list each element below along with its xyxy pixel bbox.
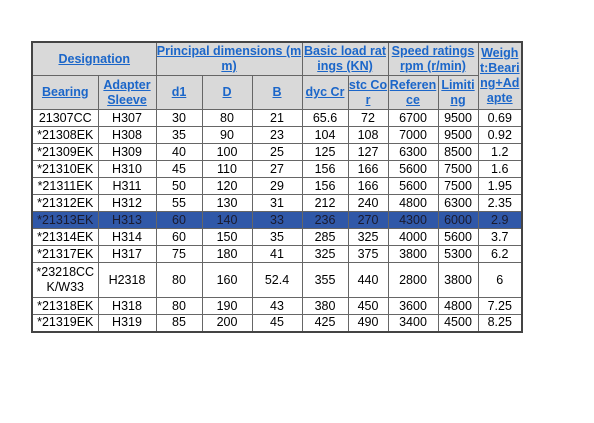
header-speed-ratings[interactable]: Speed ratings rpm (r/min) [388, 42, 478, 76]
cell-weight: 1.95 [478, 178, 522, 195]
cell-d1: 75 [156, 246, 202, 263]
cell-adapter-sleeve: H309 [98, 144, 156, 161]
cell-weight: 1.2 [478, 144, 522, 161]
cell-adapter-sleeve: H314 [98, 229, 156, 246]
header-bearing[interactable]: Bearing [32, 76, 98, 110]
cell-bearing: *21314EK [32, 229, 98, 246]
cell-limiting-speed: 6300 [438, 195, 478, 212]
cell-limiting-speed: 8500 [438, 144, 478, 161]
cell-adapter-sleeve: H313 [98, 212, 156, 229]
cell-D: 80 [202, 110, 252, 127]
table-row[interactable] [32, 315, 522, 332]
cell-bearing: *21312EK [32, 195, 98, 212]
cell-d1: 40 [156, 144, 202, 161]
cell-static-cor: 166 [348, 178, 388, 195]
cell-D: 130 [202, 195, 252, 212]
cell-dynamic-cr: 65.6 [302, 110, 348, 127]
cell-B: 21 [252, 110, 302, 127]
cell-d1: 85 [156, 315, 202, 332]
cell-d1: 50 [156, 178, 202, 195]
cell-dynamic-cr: 125 [302, 144, 348, 161]
header-adapter-sleeve[interactable]: Adapter Sleeve [98, 76, 156, 110]
header-designation[interactable]: Designation [32, 42, 156, 76]
cell-bearing: *21308EK [32, 127, 98, 144]
cell-weight: 6.2 [478, 246, 522, 263]
cell-B: 33 [252, 212, 302, 229]
header-principal-dimensions[interactable]: Principal dimensions (mm) [156, 42, 302, 76]
cell-weight: 6 [478, 263, 522, 298]
cell-bearing: *21313EK [32, 212, 98, 229]
cell-B: 52.4 [252, 263, 302, 298]
cell-B: 27 [252, 161, 302, 178]
bearing-specification-table [31, 41, 523, 333]
cell-adapter-sleeve: H312 [98, 195, 156, 212]
cell-d1: 35 [156, 127, 202, 144]
table-row[interactable] [32, 246, 522, 263]
cell-dynamic-cr: 355 [302, 263, 348, 298]
cell-D: 160 [202, 263, 252, 298]
cell-reference-speed: 2800 [388, 263, 438, 298]
cell-dynamic-cr: 156 [302, 161, 348, 178]
cell-weight: 7.25 [478, 298, 522, 315]
cell-reference-speed: 5600 [388, 161, 438, 178]
table-row[interactable] [32, 195, 522, 212]
cell-limiting-speed: 9500 [438, 127, 478, 144]
header-limiting-speed[interactable]: Limiting [438, 76, 478, 110]
cell-D: 90 [202, 127, 252, 144]
table-row[interactable] [32, 212, 522, 229]
cell-reference-speed: 4300 [388, 212, 438, 229]
header-static-cor[interactable]: stc Cor [348, 76, 388, 110]
cell-reference-speed: 6700 [388, 110, 438, 127]
cell-limiting-speed: 9500 [438, 110, 478, 127]
cell-weight: 2.35 [478, 195, 522, 212]
cell-reference-speed: 3800 [388, 246, 438, 263]
cell-reference-speed: 3600 [388, 298, 438, 315]
cell-dynamic-cr: 104 [302, 127, 348, 144]
cell-dynamic-cr: 285 [302, 229, 348, 246]
cell-reference-speed: 4000 [388, 229, 438, 246]
cell-D: 100 [202, 144, 252, 161]
cell-dynamic-cr: 156 [302, 178, 348, 195]
cell-B: 29 [252, 178, 302, 195]
cell-bearing: *21317EK [32, 246, 98, 263]
cell-limiting-speed: 3800 [438, 263, 478, 298]
cell-dynamic-cr: 212 [302, 195, 348, 212]
cell-reference-speed: 5600 [388, 178, 438, 195]
cell-weight: 0.92 [478, 127, 522, 144]
cell-limiting-speed: 7500 [438, 161, 478, 178]
cell-static-cor: 72 [348, 110, 388, 127]
cell-static-cor: 490 [348, 315, 388, 332]
cell-static-cor: 325 [348, 229, 388, 246]
cell-static-cor: 127 [348, 144, 388, 161]
cell-adapter-sleeve: H308 [98, 127, 156, 144]
cell-bearing: *21311EK [32, 178, 98, 195]
sub-header-row [32, 76, 522, 110]
cell-D: 140 [202, 212, 252, 229]
cell-static-cor: 108 [348, 127, 388, 144]
cell-static-cor: 440 [348, 263, 388, 298]
cell-B: 25 [252, 144, 302, 161]
cell-B: 23 [252, 127, 302, 144]
cell-weight: 1.6 [478, 161, 522, 178]
cell-weight: 0.69 [478, 110, 522, 127]
table-row[interactable] [32, 298, 522, 315]
cell-bearing: *21310EK [32, 161, 98, 178]
cell-D: 200 [202, 315, 252, 332]
cell-B: 35 [252, 229, 302, 246]
cell-dynamic-cr: 380 [302, 298, 348, 315]
cell-limiting-speed: 7500 [438, 178, 478, 195]
cell-static-cor: 166 [348, 161, 388, 178]
cell-dynamic-cr: 236 [302, 212, 348, 229]
cell-D: 180 [202, 246, 252, 263]
header-group-row [32, 42, 522, 76]
table-row[interactable] [32, 263, 522, 298]
cell-static-cor: 375 [348, 246, 388, 263]
cell-limiting-speed: 4800 [438, 298, 478, 315]
cell-limiting-speed: 5300 [438, 246, 478, 263]
cell-adapter-sleeve: H307 [98, 110, 156, 127]
cell-d1: 80 [156, 263, 202, 298]
header-B[interactable]: B [252, 76, 302, 110]
cell-bearing: *21309EK [32, 144, 98, 161]
cell-adapter-sleeve: H311 [98, 178, 156, 195]
cell-adapter-sleeve: H2318 [98, 263, 156, 298]
cell-adapter-sleeve: H319 [98, 315, 156, 332]
cell-limiting-speed: 6000 [438, 212, 478, 229]
header-D[interactable]: D [202, 76, 252, 110]
cell-bearing: 21307CC [32, 110, 98, 127]
table-row[interactable] [32, 144, 522, 161]
cell-B: 45 [252, 315, 302, 332]
table-body [32, 110, 522, 332]
cell-bearing: *21318EK [32, 298, 98, 315]
cell-adapter-sleeve: H317 [98, 246, 156, 263]
cell-bearing: *23218CC K/W33 [32, 263, 98, 298]
cell-reference-speed: 6300 [388, 144, 438, 161]
cell-d1: 55 [156, 195, 202, 212]
cell-B: 41 [252, 246, 302, 263]
cell-d1: 30 [156, 110, 202, 127]
table-row[interactable] [32, 229, 522, 246]
cell-d1: 45 [156, 161, 202, 178]
table-row[interactable] [32, 161, 522, 178]
cell-d1: 80 [156, 298, 202, 315]
cell-reference-speed: 3400 [388, 315, 438, 332]
cell-adapter-sleeve: H310 [98, 161, 156, 178]
cell-static-cor: 450 [348, 298, 388, 315]
header-dynamic-cr[interactable]: dyc Cr [302, 76, 348, 110]
header-basic-load-ratings[interactable]: Basic load ratings (KN) [302, 42, 388, 76]
cell-static-cor: 240 [348, 195, 388, 212]
cell-dynamic-cr: 325 [302, 246, 348, 263]
header-d1[interactable]: d1 [156, 76, 202, 110]
cell-D: 150 [202, 229, 252, 246]
table-row[interactable] [32, 178, 522, 195]
cell-weight: 2.9 [478, 212, 522, 229]
cell-weight: 3.7 [478, 229, 522, 246]
cell-reference-speed: 7000 [388, 127, 438, 144]
cell-D: 120 [202, 178, 252, 195]
cell-limiting-speed: 5600 [438, 229, 478, 246]
cell-adapter-sleeve: H318 [98, 298, 156, 315]
table-row[interactable] [32, 127, 522, 144]
cell-limiting-speed: 4500 [438, 315, 478, 332]
header-reference-speed[interactable]: Reference [388, 76, 438, 110]
table-row[interactable] [32, 110, 522, 127]
cell-D: 110 [202, 161, 252, 178]
cell-d1: 60 [156, 212, 202, 229]
cell-B: 43 [252, 298, 302, 315]
cell-static-cor: 270 [348, 212, 388, 229]
cell-bearing: *21319EK [32, 315, 98, 332]
header-weight[interactable]: Weight:Bearing+Adapte [478, 42, 522, 110]
cell-B: 31 [252, 195, 302, 212]
cell-weight: 8.25 [478, 315, 522, 332]
cell-d1: 60 [156, 229, 202, 246]
cell-dynamic-cr: 425 [302, 315, 348, 332]
cell-D: 190 [202, 298, 252, 315]
cell-reference-speed: 4800 [388, 195, 438, 212]
